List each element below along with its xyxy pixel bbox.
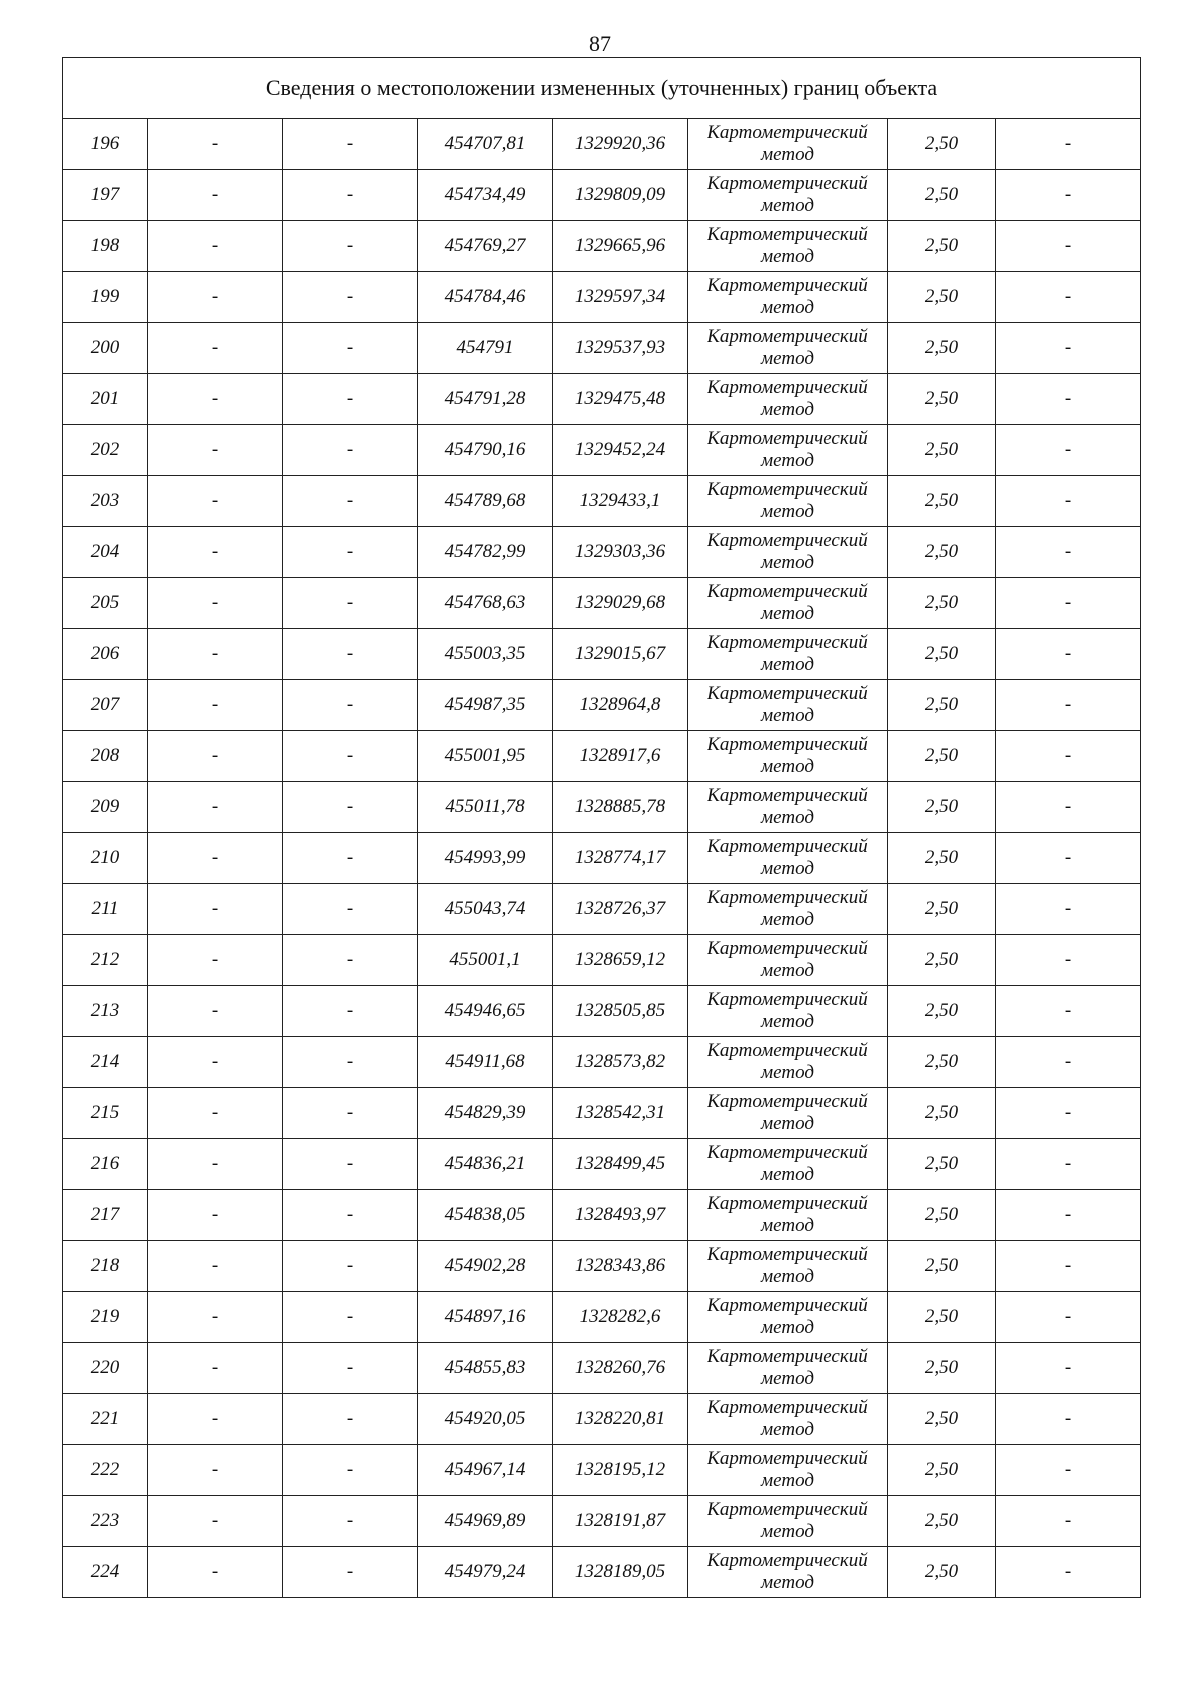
col-3-cell: -	[283, 1445, 418, 1496]
table-row	[63, 1241, 1141, 1292]
coord-x-cell: 454902,28	[418, 1241, 553, 1292]
method-cell: Картометрический метод	[688, 986, 888, 1037]
method-cell: Картометрический метод	[688, 1445, 888, 1496]
coord-x-cell: 454946,65	[418, 986, 553, 1037]
col-2-cell: -	[148, 578, 283, 629]
coord-x-cell: 454855,83	[418, 1343, 553, 1394]
method-cell: Картометрический метод	[688, 425, 888, 476]
accuracy-cell: 2,50	[888, 731, 996, 782]
coord-x-cell: 454969,89	[418, 1496, 553, 1547]
point-number-cell: 210	[63, 833, 148, 884]
point-number-cell: 223	[63, 1496, 148, 1547]
method-cell: Картометрический метод	[688, 1139, 888, 1190]
col-3-cell: -	[283, 1292, 418, 1343]
table-row	[63, 833, 1141, 884]
coord-y-cell: 1328573,82	[553, 1037, 688, 1088]
point-number-cell: 202	[63, 425, 148, 476]
accuracy-cell: 2,50	[888, 1292, 996, 1343]
method-cell: Картометрический метод	[688, 884, 888, 935]
coord-x-cell: 454987,35	[418, 680, 553, 731]
accuracy-cell: 2,50	[888, 272, 996, 323]
col-2-cell: -	[148, 1343, 283, 1394]
accuracy-cell: 2,50	[888, 986, 996, 1037]
coord-x-cell: 454769,27	[418, 221, 553, 272]
col-3-cell: -	[283, 1088, 418, 1139]
table-row	[63, 272, 1141, 323]
accuracy-cell: 2,50	[888, 782, 996, 833]
table-title: Сведения о местоположении измененных (уточненных) границ объекта	[63, 58, 1141, 119]
col-8-cell: -	[996, 425, 1141, 476]
col-3-cell: -	[283, 782, 418, 833]
col-3-cell: -	[283, 527, 418, 578]
col-3-cell: -	[283, 1139, 418, 1190]
coord-y-cell: 1328505,85	[553, 986, 688, 1037]
col-2-cell: -	[148, 1190, 283, 1241]
method-cell: Картометрический метод	[688, 935, 888, 986]
coord-x-cell: 454768,63	[418, 578, 553, 629]
method-cell: Картометрический метод	[688, 221, 888, 272]
accuracy-cell: 2,50	[888, 884, 996, 935]
col-8-cell: -	[996, 986, 1141, 1037]
col-2-cell: -	[148, 1445, 283, 1496]
table-row	[63, 782, 1141, 833]
col-3-cell: -	[283, 578, 418, 629]
accuracy-cell: 2,50	[888, 935, 996, 986]
col-2-cell: -	[148, 782, 283, 833]
col-8-cell: -	[996, 1139, 1141, 1190]
col-3-cell: -	[283, 1547, 418, 1598]
col-2-cell: -	[148, 272, 283, 323]
point-number-cell: 206	[63, 629, 148, 680]
table-row	[63, 221, 1141, 272]
method-cell: Картометрический метод	[688, 680, 888, 731]
col-8-cell: -	[996, 1037, 1141, 1088]
table-row	[63, 1190, 1141, 1241]
col-2-cell: -	[148, 1037, 283, 1088]
coord-x-cell: 454791,28	[418, 374, 553, 425]
col-2-cell: -	[148, 119, 283, 170]
coord-x-cell: 454829,39	[418, 1088, 553, 1139]
method-cell: Картометрический метод	[688, 1037, 888, 1088]
coord-x-cell: 454897,16	[418, 1292, 553, 1343]
point-number-cell: 200	[63, 323, 148, 374]
col-8-cell: -	[996, 1496, 1141, 1547]
col-8-cell: -	[996, 833, 1141, 884]
method-cell: Картометрический метод	[688, 1343, 888, 1394]
col-2-cell: -	[148, 680, 283, 731]
col-8-cell: -	[996, 1445, 1141, 1496]
accuracy-cell: 2,50	[888, 578, 996, 629]
col-8-cell: -	[996, 323, 1141, 374]
table-row	[63, 1139, 1141, 1190]
col-3-cell: -	[283, 374, 418, 425]
coord-y-cell: 1328659,12	[553, 935, 688, 986]
accuracy-cell: 2,50	[888, 1496, 996, 1547]
col-2-cell: -	[148, 323, 283, 374]
col-3-cell: -	[283, 1394, 418, 1445]
coord-x-cell: 454993,99	[418, 833, 553, 884]
coord-x-cell: 454707,81	[418, 119, 553, 170]
coord-y-cell: 1329597,34	[553, 272, 688, 323]
accuracy-cell: 2,50	[888, 170, 996, 221]
col-8-cell: -	[996, 170, 1141, 221]
col-2-cell: -	[148, 1547, 283, 1598]
point-number-cell: 201	[63, 374, 148, 425]
method-cell: Картометрический метод	[688, 1241, 888, 1292]
accuracy-cell: 2,50	[888, 1343, 996, 1394]
coord-y-cell: 1328917,6	[553, 731, 688, 782]
method-cell: Картометрический метод	[688, 1496, 888, 1547]
table-row	[63, 731, 1141, 782]
col-3-cell: -	[283, 935, 418, 986]
accuracy-cell: 2,50	[888, 221, 996, 272]
col-2-cell: -	[148, 629, 283, 680]
table-row	[63, 884, 1141, 935]
coord-y-cell: 1329475,48	[553, 374, 688, 425]
point-number-cell: 205	[63, 578, 148, 629]
col-2-cell: -	[148, 1241, 283, 1292]
point-number-cell: 217	[63, 1190, 148, 1241]
coord-x-cell: 454790,16	[418, 425, 553, 476]
col-8-cell: -	[996, 629, 1141, 680]
accuracy-cell: 2,50	[888, 680, 996, 731]
method-cell: Картометрический метод	[688, 527, 888, 578]
point-number-cell: 209	[63, 782, 148, 833]
boundary-table	[62, 57, 1141, 1598]
col-2-cell: -	[148, 425, 283, 476]
method-cell: Картометрический метод	[688, 476, 888, 527]
table-row	[63, 425, 1141, 476]
method-cell: Картометрический метод	[688, 272, 888, 323]
coord-x-cell: 454784,46	[418, 272, 553, 323]
col-2-cell: -	[148, 1496, 283, 1547]
col-8-cell: -	[996, 1190, 1141, 1241]
coord-x-cell: 455011,78	[418, 782, 553, 833]
col-3-cell: -	[283, 1241, 418, 1292]
coord-y-cell: 1329809,09	[553, 170, 688, 221]
col-3-cell: -	[283, 425, 418, 476]
col-3-cell: -	[283, 884, 418, 935]
col-3-cell: -	[283, 1190, 418, 1241]
accuracy-cell: 2,50	[888, 119, 996, 170]
coord-x-cell: 455001,95	[418, 731, 553, 782]
col-3-cell: -	[283, 1496, 418, 1547]
col-8-cell: -	[996, 272, 1141, 323]
coord-y-cell: 1328885,78	[553, 782, 688, 833]
col-8-cell: -	[996, 578, 1141, 629]
coord-y-cell: 1328282,6	[553, 1292, 688, 1343]
point-number-cell: 224	[63, 1547, 148, 1598]
coord-y-cell: 1328195,12	[553, 1445, 688, 1496]
table-row	[63, 374, 1141, 425]
col-8-cell: -	[996, 476, 1141, 527]
coord-x-cell: 455003,35	[418, 629, 553, 680]
col-8-cell: -	[996, 1547, 1141, 1598]
coord-x-cell: 454734,49	[418, 170, 553, 221]
col-3-cell: -	[283, 272, 418, 323]
coord-y-cell: 1328343,86	[553, 1241, 688, 1292]
coord-y-cell: 1328260,76	[553, 1343, 688, 1394]
col-2-cell: -	[148, 884, 283, 935]
col-2-cell: -	[148, 833, 283, 884]
col-3-cell: -	[283, 221, 418, 272]
point-number-cell: 212	[63, 935, 148, 986]
method-cell: Картометрический метод	[688, 1190, 888, 1241]
coord-x-cell: 454791	[418, 323, 553, 374]
point-number-cell: 219	[63, 1292, 148, 1343]
coord-y-cell: 1328189,05	[553, 1547, 688, 1598]
col-3-cell: -	[283, 731, 418, 782]
point-number-cell: 208	[63, 731, 148, 782]
col-8-cell: -	[996, 884, 1141, 935]
col-8-cell: -	[996, 221, 1141, 272]
col-2-cell: -	[148, 221, 283, 272]
table-title-row	[63, 58, 1141, 119]
point-number-cell: 203	[63, 476, 148, 527]
table-row	[63, 1037, 1141, 1088]
coord-y-cell: 1329433,1	[553, 476, 688, 527]
col-8-cell: -	[996, 374, 1141, 425]
accuracy-cell: 2,50	[888, 833, 996, 884]
method-cell: Картометрический метод	[688, 1088, 888, 1139]
accuracy-cell: 2,50	[888, 1394, 996, 1445]
col-2-cell: -	[148, 1292, 283, 1343]
col-8-cell: -	[996, 731, 1141, 782]
accuracy-cell: 2,50	[888, 629, 996, 680]
col-3-cell: -	[283, 323, 418, 374]
point-number-cell: 204	[63, 527, 148, 578]
point-number-cell: 220	[63, 1343, 148, 1394]
coord-y-cell: 1328191,87	[553, 1496, 688, 1547]
accuracy-cell: 2,50	[888, 476, 996, 527]
col-2-cell: -	[148, 374, 283, 425]
point-number-cell: 213	[63, 986, 148, 1037]
coord-x-cell: 454789,68	[418, 476, 553, 527]
table-row	[63, 1547, 1141, 1598]
coord-y-cell: 1328499,45	[553, 1139, 688, 1190]
col-2-cell: -	[148, 731, 283, 782]
point-number-cell: 218	[63, 1241, 148, 1292]
col-2-cell: -	[148, 476, 283, 527]
coord-x-cell: 454836,21	[418, 1139, 553, 1190]
coord-y-cell: 1329303,36	[553, 527, 688, 578]
point-number-cell: 221	[63, 1394, 148, 1445]
table-row	[63, 680, 1141, 731]
col-8-cell: -	[996, 1241, 1141, 1292]
coord-y-cell: 1328774,17	[553, 833, 688, 884]
table-row	[63, 578, 1141, 629]
col-8-cell: -	[996, 1394, 1141, 1445]
coord-y-cell: 1328542,31	[553, 1088, 688, 1139]
coord-y-cell: 1328493,97	[553, 1190, 688, 1241]
method-cell: Картометрический метод	[688, 1394, 888, 1445]
col-3-cell: -	[283, 680, 418, 731]
accuracy-cell: 2,50	[888, 425, 996, 476]
coord-x-cell: 454979,24	[418, 1547, 553, 1598]
col-2-cell: -	[148, 1394, 283, 1445]
col-2-cell: -	[148, 935, 283, 986]
method-cell: Картометрический метод	[688, 629, 888, 680]
table-row	[63, 1394, 1141, 1445]
accuracy-cell: 2,50	[888, 1547, 996, 1598]
accuracy-cell: 2,50	[888, 527, 996, 578]
coord-y-cell: 1329537,93	[553, 323, 688, 374]
col-2-cell: -	[148, 1088, 283, 1139]
table-row	[63, 1496, 1141, 1547]
coord-x-cell: 454911,68	[418, 1037, 553, 1088]
point-number-cell: 199	[63, 272, 148, 323]
coord-x-cell: 454838,05	[418, 1190, 553, 1241]
coord-x-cell: 455043,74	[418, 884, 553, 935]
point-number-cell: 215	[63, 1088, 148, 1139]
method-cell: Картометрический метод	[688, 833, 888, 884]
col-8-cell: -	[996, 527, 1141, 578]
point-number-cell: 198	[63, 221, 148, 272]
method-cell: Картометрический метод	[688, 374, 888, 425]
table-row	[63, 935, 1141, 986]
method-cell: Картометрический метод	[688, 578, 888, 629]
table-row	[63, 323, 1141, 374]
col-3-cell: -	[283, 986, 418, 1037]
accuracy-cell: 2,50	[888, 323, 996, 374]
table-row	[63, 1292, 1141, 1343]
coord-y-cell: 1328964,8	[553, 680, 688, 731]
col-8-cell: -	[996, 119, 1141, 170]
accuracy-cell: 2,50	[888, 374, 996, 425]
col-2-cell: -	[148, 986, 283, 1037]
table-row	[63, 1445, 1141, 1496]
col-3-cell: -	[283, 833, 418, 884]
point-number-cell: 197	[63, 170, 148, 221]
col-3-cell: -	[283, 1037, 418, 1088]
table-row	[63, 527, 1141, 578]
point-number-cell: 214	[63, 1037, 148, 1088]
col-8-cell: -	[996, 680, 1141, 731]
accuracy-cell: 2,50	[888, 1088, 996, 1139]
col-8-cell: -	[996, 782, 1141, 833]
table-row	[63, 119, 1141, 170]
coord-x-cell: 454920,05	[418, 1394, 553, 1445]
page-number: 87	[589, 31, 611, 56]
table-row	[63, 1088, 1141, 1139]
coord-y-cell: 1329015,67	[553, 629, 688, 680]
coord-y-cell: 1329665,96	[553, 221, 688, 272]
col-8-cell: -	[996, 1343, 1141, 1394]
method-cell: Картометрический метод	[688, 1292, 888, 1343]
method-cell: Картометрический метод	[688, 731, 888, 782]
table-row	[63, 986, 1141, 1037]
coord-y-cell: 1329029,68	[553, 578, 688, 629]
accuracy-cell: 2,50	[888, 1241, 996, 1292]
coord-x-cell: 455001,1	[418, 935, 553, 986]
accuracy-cell: 2,50	[888, 1190, 996, 1241]
point-number-cell: 216	[63, 1139, 148, 1190]
table-row	[63, 476, 1141, 527]
coord-y-cell: 1328220,81	[553, 1394, 688, 1445]
table-row	[63, 170, 1141, 221]
coord-x-cell: 454782,99	[418, 527, 553, 578]
point-number-cell: 211	[63, 884, 148, 935]
coord-y-cell: 1329452,24	[553, 425, 688, 476]
col-2-cell: -	[148, 1139, 283, 1190]
col-2-cell: -	[148, 527, 283, 578]
method-cell: Картометрический метод	[688, 119, 888, 170]
col-3-cell: -	[283, 476, 418, 527]
point-number-cell: 207	[63, 680, 148, 731]
col-8-cell: -	[996, 935, 1141, 986]
method-cell: Картометрический метод	[688, 1547, 888, 1598]
table-row	[63, 1343, 1141, 1394]
col-3-cell: -	[283, 119, 418, 170]
coord-x-cell: 454967,14	[418, 1445, 553, 1496]
coord-y-cell: 1329920,36	[553, 119, 688, 170]
col-3-cell: -	[283, 1343, 418, 1394]
point-number-cell: 222	[63, 1445, 148, 1496]
col-3-cell: -	[283, 629, 418, 680]
method-cell: Картометрический метод	[688, 782, 888, 833]
col-2-cell: -	[148, 170, 283, 221]
accuracy-cell: 2,50	[888, 1037, 996, 1088]
point-number-cell: 196	[63, 119, 148, 170]
col-3-cell: -	[283, 170, 418, 221]
method-cell: Картометрический метод	[688, 323, 888, 374]
accuracy-cell: 2,50	[888, 1445, 996, 1496]
col-8-cell: -	[996, 1088, 1141, 1139]
table-row	[63, 629, 1141, 680]
col-8-cell: -	[996, 1292, 1141, 1343]
method-cell: Картометрический метод	[688, 170, 888, 221]
accuracy-cell: 2,50	[888, 1139, 996, 1190]
coord-y-cell: 1328726,37	[553, 884, 688, 935]
